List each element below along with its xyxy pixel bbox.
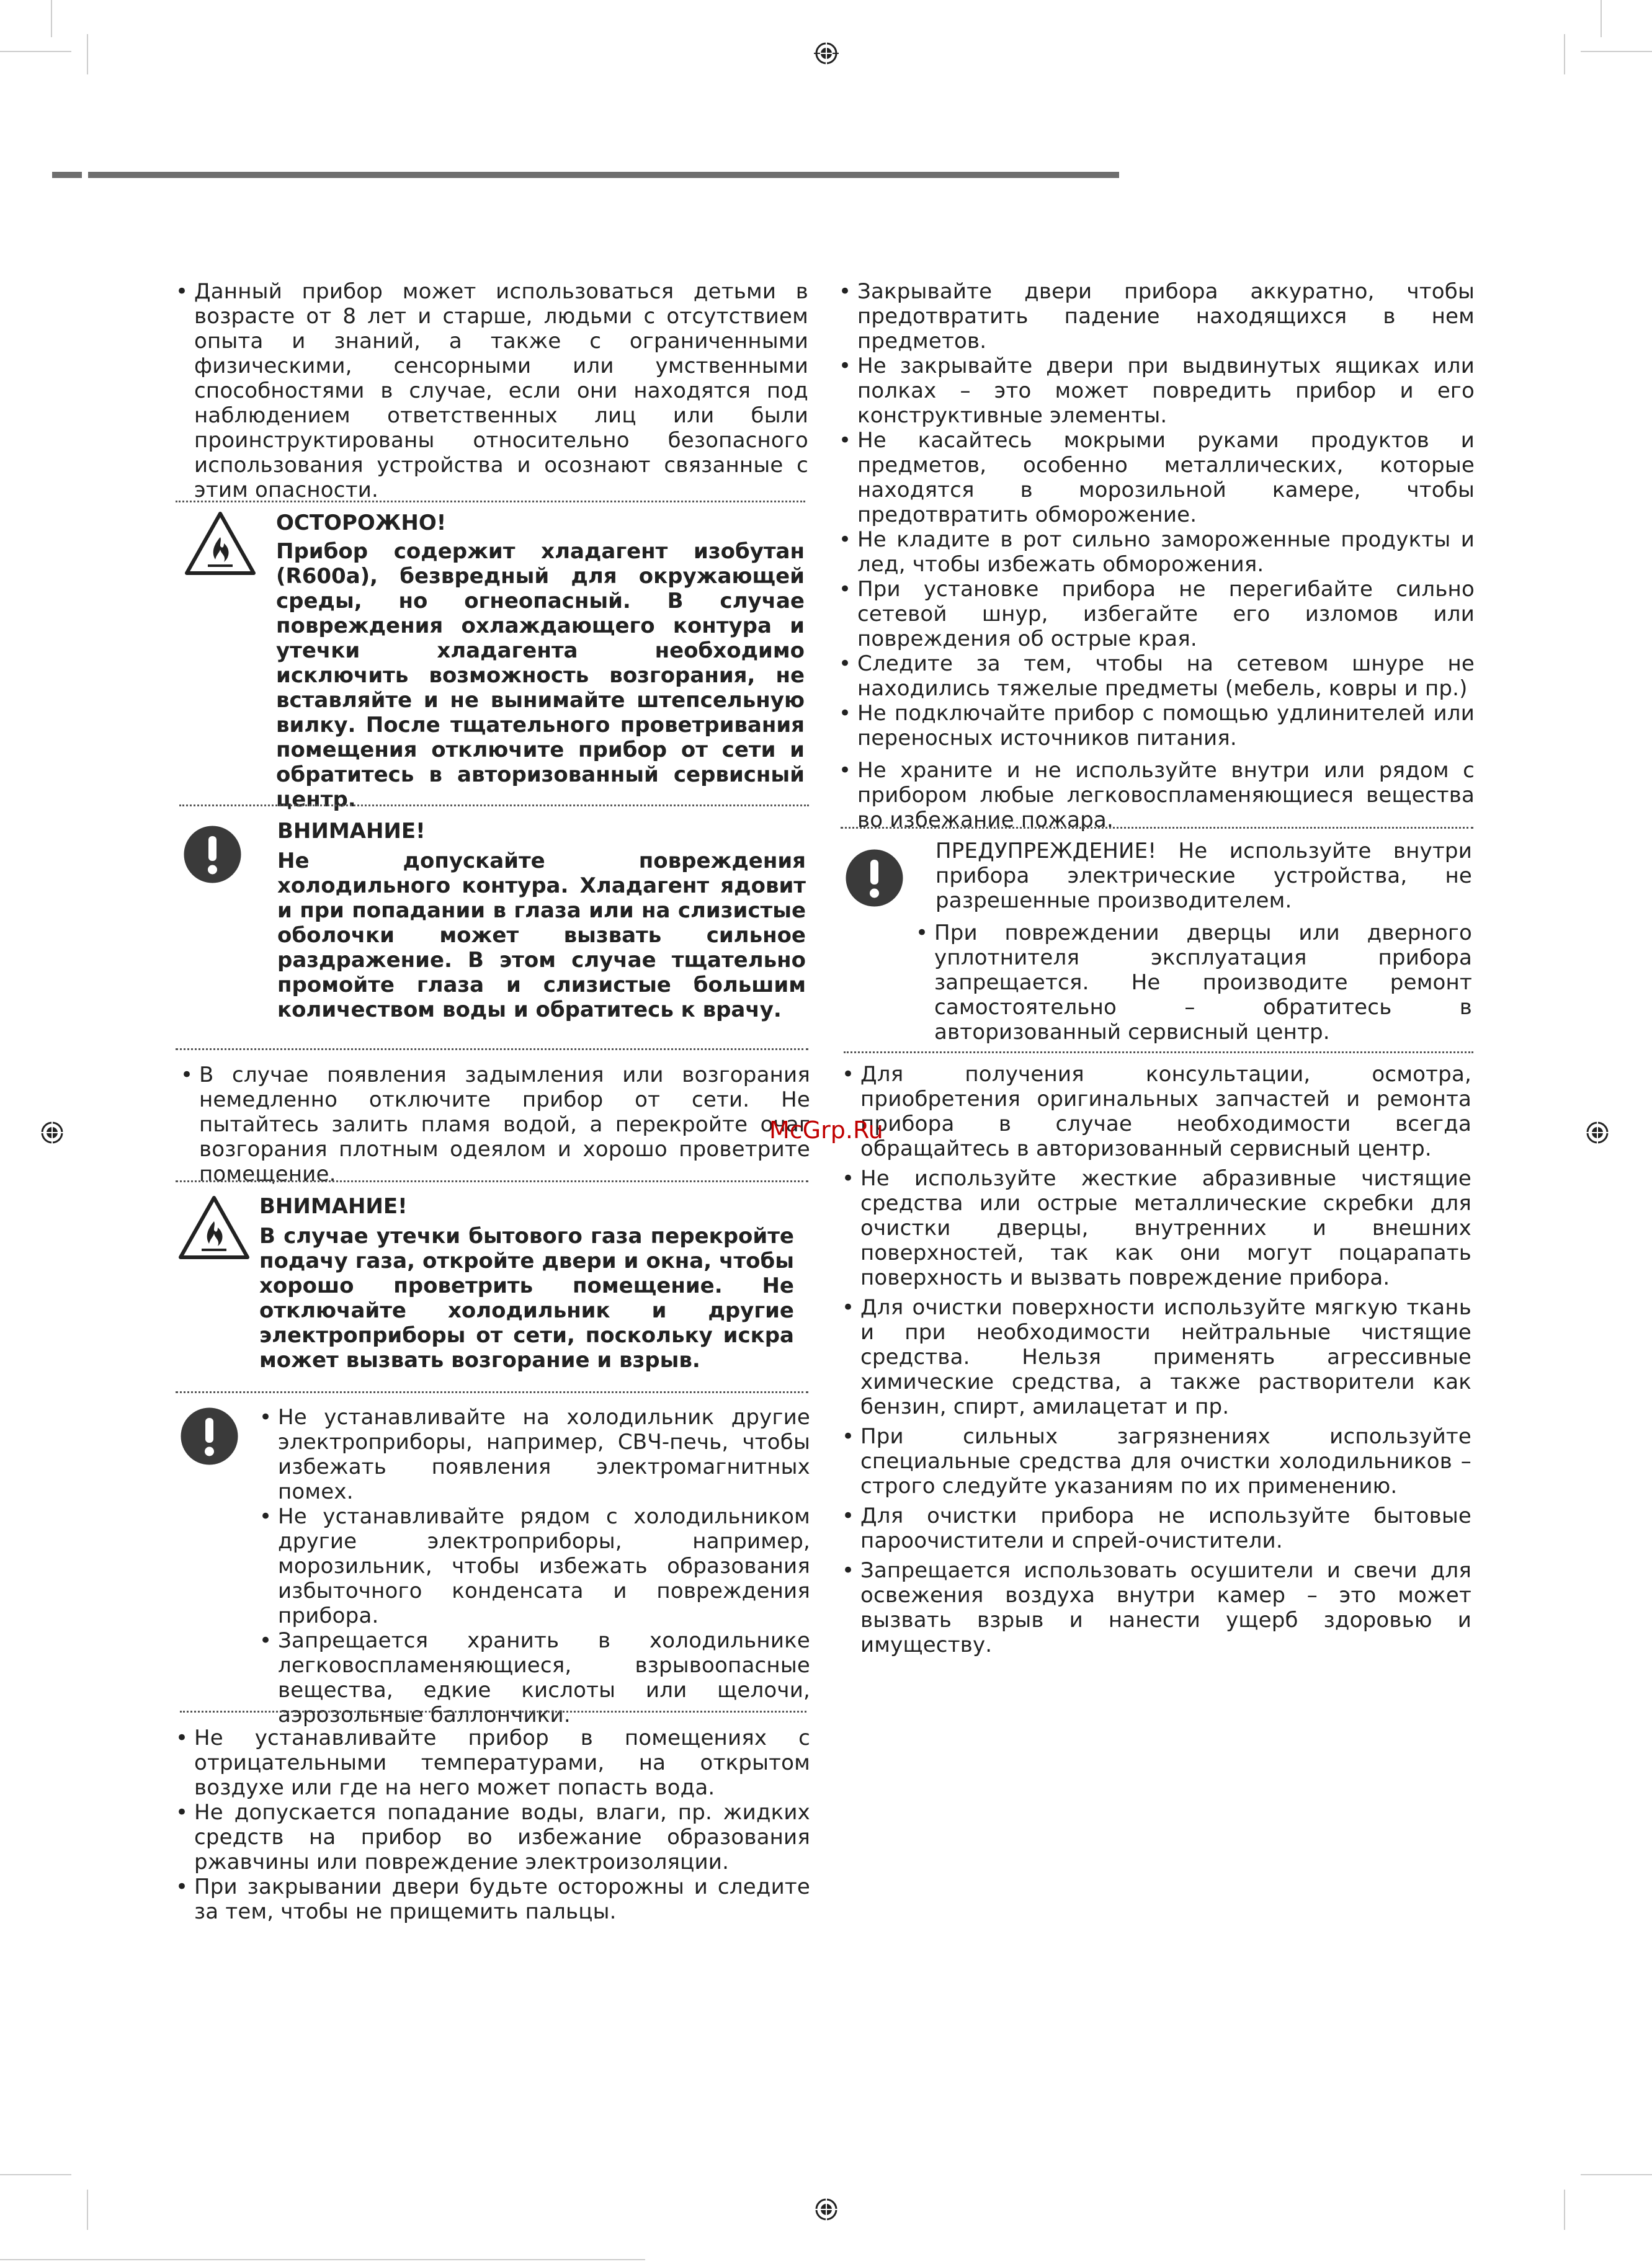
list-item: • При установке прибора не перегибайте сильно сетевой шнур, избегайте его изломов или повреждения об острые края.	[839, 577, 1475, 651]
header-bar	[52, 172, 1119, 178]
flammable-warning-icon	[177, 1194, 251, 1261]
list-item: • Не допускается попадание воды, влаги, пр. жидких средств на прибор во избежание образования ржавчины или повреждение электроизоляции.	[176, 1800, 810, 1874]
list-item: • Для получения консультации, осмотра, приобретения оригинальных запчастей и ремонта прибора в случае необходимости всегда обращайтесь в авторизованный сервисный центр.	[842, 1062, 1471, 1161]
registration-mark-icon	[814, 2197, 839, 2222]
list-item: • Следите за тем, чтобы на сетевом шнуре не находились тяжелые предметы (мебель, ковры и пр.)	[839, 651, 1475, 701]
warning-list	[916, 920, 1472, 1045]
left-column	[176, 279, 808, 502]
list-item: • Не устанавливайте рядом с холодильником другие электроприборы, например, морозильник, чтобы избежать образования избыточного конденсата и повреждения прибора.	[259, 1504, 810, 1628]
attention-text: Не допускайте повреждения холодильного контура. Хладагент ядовит и при попадании в глаза или на слизистые оболочки может вызвать сильное раздражение. В этом случае тщательно промойте глаза и слизистые большим количеством воды и обратитесь к врачу.	[277, 849, 806, 1022]
list-item: • В случае появления задымления или возгорания немедленно отключите прибор от сети. Не пытайтесь залить пламя водой, а перекройте очаг возгорания плотным одеялом и хорошо проветрите помещение.	[181, 1063, 810, 1187]
list-item: • При сильных загрязнениях используйте специальные средства для очистки холодильников – строго следуйте указаниям по их применению.	[842, 1424, 1471, 1499]
crop-mark	[51, 0, 52, 37]
registration-mark-icon	[1585, 1120, 1610, 1145]
list-item: • При закрывании двери будьте осторожны и следите за тем, чтобы не прищемить пальцы.	[176, 1874, 810, 1924]
list-item: • При повреждении дверцы или дверного уплотнителя эксплуатация прибора запрещается. Не производите ремонт самостоятельно – обратитесь в авторизованный сервисный центр.	[916, 920, 1472, 1045]
exclamation-icon	[183, 825, 242, 884]
bottom-list	[176, 1726, 810, 1924]
divider	[844, 1051, 1473, 1053]
divider	[841, 827, 1473, 829]
crop-mark	[0, 51, 71, 52]
divider	[176, 1391, 808, 1393]
crop-mark	[1581, 2174, 1652, 2175]
divider	[180, 1711, 806, 1713]
divider	[176, 1048, 808, 1050]
smoke-section	[181, 1063, 810, 1187]
notice-section	[259, 1405, 810, 1727]
intro-list	[176, 279, 808, 502]
right-column	[839, 279, 1475, 832]
attention-title: ВНИМАНИЕ!	[277, 819, 426, 844]
list-item: • Для очистки прибора не используйте бытовые пароочистители и спрей-очистители.	[842, 1504, 1471, 1553]
list-item: • Не устанавливайте прибор в помещениях с отрицательными температурами, на открытом воздухе или где на него может попасть вода.	[176, 1726, 810, 1800]
bottom-left-section	[176, 1726, 810, 1924]
attention-text: В случае утечки бытового газа перекройте подачу газа, откройте двери и окна, чтобы хорошо проветрить помещение. Не отключайте холодильник и другие электроприборы от сети, поскольку искра может вызвать возгорание и взрыв.	[259, 1224, 794, 1373]
crop-mark	[0, 2174, 71, 2175]
crop-mark	[87, 2190, 88, 2230]
attention-title: ВНИМАНИЕ!	[259, 1194, 408, 1219]
crop-mark	[1601, 0, 1602, 37]
watermark: McGrp.Ru	[769, 1116, 883, 1144]
crop-mark	[1564, 2190, 1565, 2230]
registration-mark-icon	[814, 41, 839, 66]
attention-box	[277, 819, 806, 1022]
list-item: • Данный прибор может использоваться детьми в возрасте от 8 лет и старше, людьми с отсутствием опыта и знаний, а также с ограниченными физическими, сенсорными или умственными способностями в случае, если они находятся под наблюдением ответственных лиц или были проинструктированы относительно безопасного использования устройства и осознают связанные с этим опасности.	[176, 279, 808, 502]
list-item: • Не устанавливайте на холодильник другие электроприборы, например, СВЧ-печь, чтобы избежать появления электромагнитных помех.	[259, 1405, 810, 1504]
divider	[179, 804, 809, 806]
list-item: • Не касайтесь мокрыми руками продуктов и предметов, особенно металлических, которые находятся в морозильной камере, чтобы предотвратить обморожение.	[839, 428, 1475, 527]
warning-box	[935, 839, 1472, 1045]
crop-mark	[1564, 34, 1565, 74]
exclamation-icon	[845, 849, 904, 907]
list-item: • Не храните и не используйте внутри или рядом с прибором любые легковоспламеняющиеся вещества во избежание пожара.	[839, 758, 1475, 832]
registration-mark-icon	[40, 1120, 65, 1145]
exclamation-icon	[180, 1407, 239, 1466]
list-item: • Запрещается использовать осушители и свечи для освежения воздуха внутри камер – это может вызвать взрыв и нанести ущерб здоровью и имуществу.	[842, 1558, 1471, 1657]
divider	[176, 501, 805, 502]
caution-title: ОСТОРОЖНО!	[276, 510, 447, 535]
crop-mark	[1581, 51, 1652, 52]
right-top-list	[839, 279, 1475, 832]
list-item: • Не закрывайте двери при выдвинутых ящиках или полках – это может повредить прибор и его конструктивные элементы.	[839, 354, 1475, 428]
crop-mark	[87, 34, 88, 74]
list-item: • Запрещается хранить в холодильнике легковоспламеняющиеся, взрывоопасные вещества, едкие кислоты или щелочи, аэрозольные баллончики.	[259, 1628, 810, 1727]
list-item: • Для очистки поверхности используйте мягкую ткань и при необходимости нейтральные чистящие средства. Нельзя применять агрессивные химические средства, а также растворители как бензин, спирт, амилацетат и пр.	[842, 1295, 1471, 1419]
caution-box	[276, 510, 805, 812]
right-bottom-section	[842, 1062, 1471, 1657]
list-item: • Не кладите в рот сильно замороженные продукты и лед, чтобы избежать обморожения.	[839, 527, 1475, 577]
crop-mark	[0, 2259, 645, 2260]
list-item: • Не подключайте прибор с помощью удлинителей или переносных источников питания.	[839, 701, 1475, 751]
list-item: • Не используйте жесткие абразивные чистящие средства или острые металлические скребки для очистки дверцы, внутренних и внешних поверхностей, так как они могут поцарапать поверхность и вызвать повреждение прибора.	[842, 1166, 1471, 1290]
caution-text: Прибор содержит хладагент изобутан (R600a), безвредный для окружающей среды, но огнеопасный. В случае повреждения охлаждающего контура и утечки хладагента необходимо исключить возможность возгорания, не вставляйте и не вынимайте штепсельную вилку. После тщательного проветривания помещения отключите прибор от сети и обратитесь в авторизованный сервисный центр.	[276, 539, 805, 812]
list-item: • Закрывайте двери прибора аккуратно, чтобы предотвратить падение находящихся в нем предметов.	[839, 279, 1475, 354]
attention-box	[259, 1194, 794, 1373]
divider	[176, 1180, 808, 1182]
warning-text: ПРЕДУПРЕЖДЕНИЕ! Не используйте внутри прибора электрические устройства, не разрешенные производителем.	[935, 839, 1472, 913]
right-bottom-list	[842, 1062, 1471, 1657]
notice-list	[259, 1405, 810, 1727]
smoke-list	[181, 1063, 810, 1187]
flammable-warning-icon	[183, 510, 257, 577]
